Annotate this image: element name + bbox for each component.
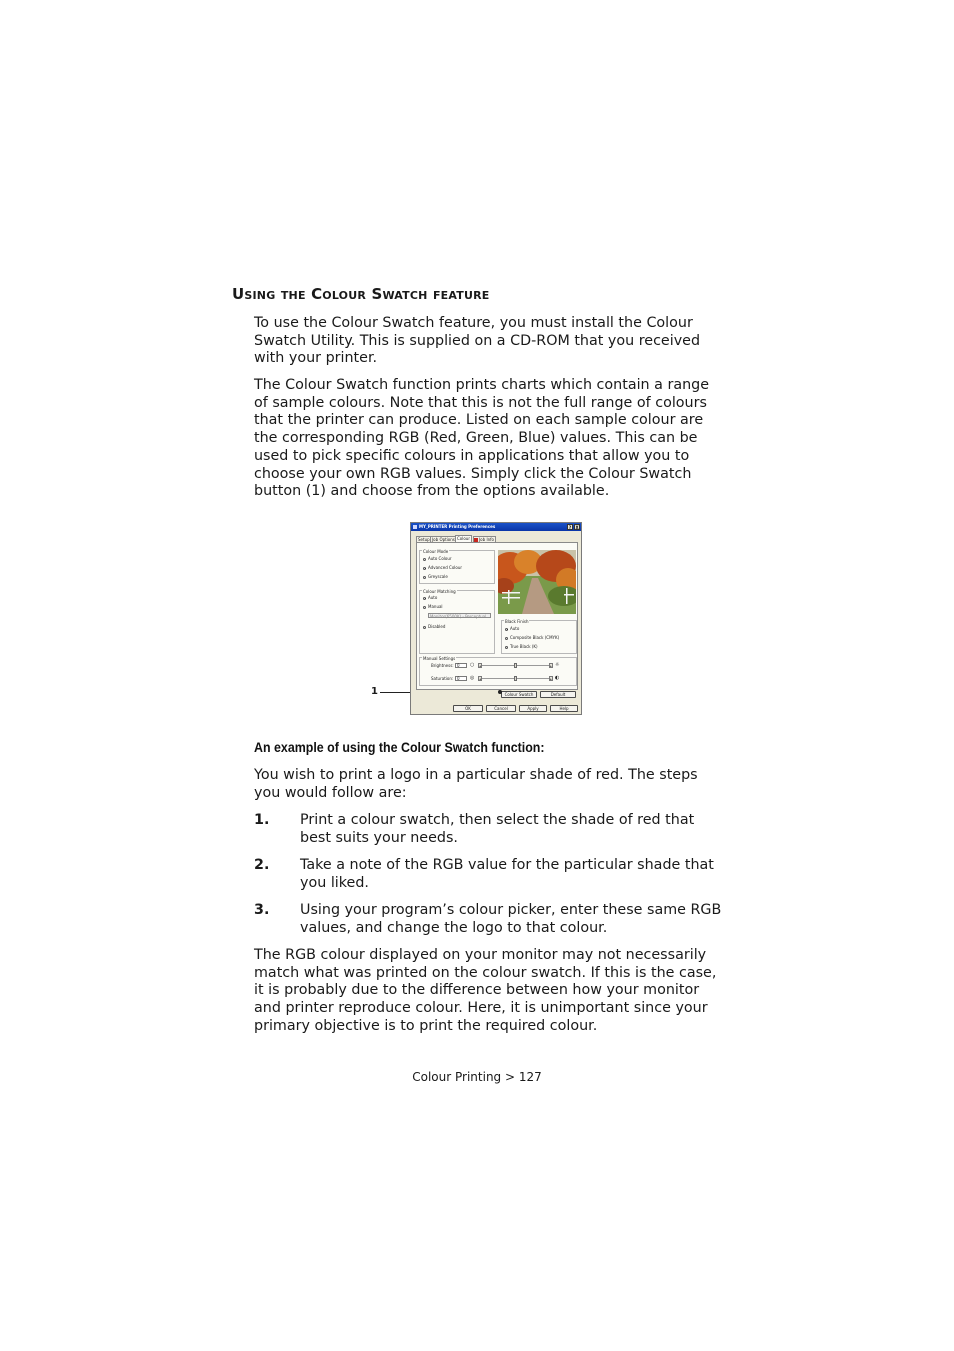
radio-matching-manual[interactable] — [423, 604, 443, 609]
saturation-low-icon: ◎ — [470, 675, 475, 681]
callout-number: 1 — [371, 686, 378, 697]
radio-label: Greyscale — [428, 574, 448, 579]
intro-paragraph: To use the Colour Swatch feature, you must install the Colour Swatch Utility. This is supplied on a CD-ROM that you received with your printer. — [254, 315, 701, 367]
dropdown-value: Monitor(6500K) - Perceptual — [430, 614, 487, 619]
description-paragraph: The Colour Swatch function prints charts which contain a range of sample colours. Note that this is not the full range of colours that the printer can produce. Listed on each sample colour are the corresponding RGB (Red, Green, Blue) values. This can be used to pick specific colours in applications that allow you to choose your own RGB values. Simply click the Colour Swatch button (1) and choose from the options available. — [254, 377, 710, 500]
tab-colour[interactable]: Colour — [455, 535, 472, 544]
brightness-value: 0 — [457, 663, 460, 668]
radio-greyscale[interactable] — [423, 574, 448, 579]
slider-right-arrow[interactable]: ▸ — [550, 664, 552, 668]
radio-circle-selected — [423, 567, 426, 570]
example-intro-paragraph: You wish to print a logo in a particular shade of red. The steps you would follow are: — [254, 767, 698, 801]
radio-label: Manual — [428, 604, 443, 609]
radio-label: Advanced Colour — [428, 565, 463, 570]
colour-swatch-button[interactable]: Colour Swatch — [501, 691, 537, 698]
apply-button[interactable]: Apply — [519, 705, 547, 712]
brightness-slider[interactable] — [478, 663, 553, 668]
radio-circle — [423, 626, 426, 629]
close-title-button[interactable]: X — [575, 525, 579, 530]
black-finish-group — [501, 620, 577, 654]
printer-icon — [413, 525, 417, 529]
slider-right-arrow[interactable]: ▸ — [550, 677, 552, 681]
slider-thumb[interactable] — [514, 676, 517, 681]
manual-settings-group — [419, 657, 577, 686]
radio-label: Disabled — [428, 624, 446, 629]
step-text: Using your program’s colour picker, enter these same RGB values, and change the logo to that colour. — [300, 902, 722, 936]
step-number: 1. — [254, 812, 270, 828]
saturation-value: 0 — [457, 676, 460, 681]
saturation-label: Saturation: — [431, 676, 454, 681]
preview-image — [498, 550, 576, 614]
dialog-title: MY_PRINTER Printing Preferences — [419, 524, 496, 529]
slider-left-arrow[interactable]: ◂ — [479, 664, 481, 668]
saturation-field[interactable] — [455, 676, 467, 681]
radio-matching-disabled[interactable] — [423, 624, 445, 629]
radio-label: Auto — [428, 595, 438, 600]
brightness-low-icon: ○ — [470, 662, 475, 668]
radio-true-black[interactable] — [505, 644, 538, 649]
step-number: 2. — [254, 857, 270, 873]
radio-composite-black[interactable] — [505, 635, 559, 640]
brightness-field[interactable] — [455, 663, 467, 668]
radio-matching-auto[interactable] — [423, 595, 437, 600]
tab-job-options[interactable]: Job Options — [432, 537, 455, 542]
step-text: Print a colour swatch, then select the shade of red that best suits your needs. — [300, 812, 695, 846]
page-footer: Colour Printing > 127 — [412, 1070, 542, 1084]
ok-button[interactable]: OK — [453, 705, 483, 712]
radio-circle — [423, 606, 426, 609]
radio-circle-selected — [423, 597, 426, 600]
colour-mode-label: Colour Mode — [423, 549, 449, 554]
colour-matching-dropdown[interactable] — [428, 613, 491, 618]
radio-label: Auto — [510, 626, 520, 631]
callout-dot — [498, 690, 502, 694]
radio-black-auto[interactable] — [505, 626, 519, 631]
step-number: 3. — [254, 902, 270, 918]
colour-matching-label: Colour Matching — [423, 589, 456, 594]
black-finish-label: Black Finish — [505, 619, 529, 624]
tab-job-info-label: Job Info — [479, 537, 495, 542]
colour-matching-group — [419, 590, 495, 654]
slider-left-arrow[interactable]: ◂ — [479, 677, 481, 681]
radio-label: True Black (K) — [510, 644, 538, 649]
radio-circle — [505, 646, 508, 649]
radio-circle — [505, 637, 508, 640]
radio-auto-colour[interactable] — [423, 556, 452, 561]
radio-circle — [423, 576, 426, 579]
colour-tab-panel — [416, 542, 578, 690]
colour-mode-group — [419, 550, 495, 584]
slider-thumb[interactable] — [514, 663, 517, 668]
radio-label: Composite Black (CMYK) — [510, 635, 560, 640]
dialog-titlebar — [411, 523, 581, 531]
brightness-high-icon: ☼ — [555, 662, 560, 668]
radio-circle — [423, 558, 426, 561]
help-button[interactable]: Help — [550, 705, 578, 712]
radio-circle-selected — [505, 628, 508, 631]
radio-advanced-colour[interactable] — [423, 565, 462, 570]
cancel-button[interactable]: Cancel — [486, 705, 516, 712]
closing-paragraph: The RGB colour displayed on your monitor may not necessarily match what was printed on the colour swatch. If this is the case, it is probably due to the difference between how your monitor and printer reproduce colour. Here, it is unimportant since your primary objective is to print the required colour. — [254, 947, 717, 1034]
step-text: Take a note of the RGB value for the particular shade that you liked. — [300, 857, 714, 891]
help-title-button[interactable]: ? — [568, 525, 572, 530]
manual-settings-label: Manual Settings — [423, 656, 456, 661]
radio-label: Auto Colour — [428, 556, 452, 561]
tab-setup[interactable]: Setup — [418, 537, 430, 542]
saturation-slider[interactable] — [478, 676, 553, 681]
example-heading: An example of using the Colour Swatch function: — [254, 740, 545, 755]
section-heading: Using the Colour Swatch feature — [232, 285, 490, 303]
default-button[interactable]: Default — [540, 691, 576, 698]
printing-preferences-dialog — [410, 522, 582, 715]
saturation-high-icon: ◐ — [555, 675, 560, 681]
brightness-label: Brightness: — [431, 663, 454, 668]
